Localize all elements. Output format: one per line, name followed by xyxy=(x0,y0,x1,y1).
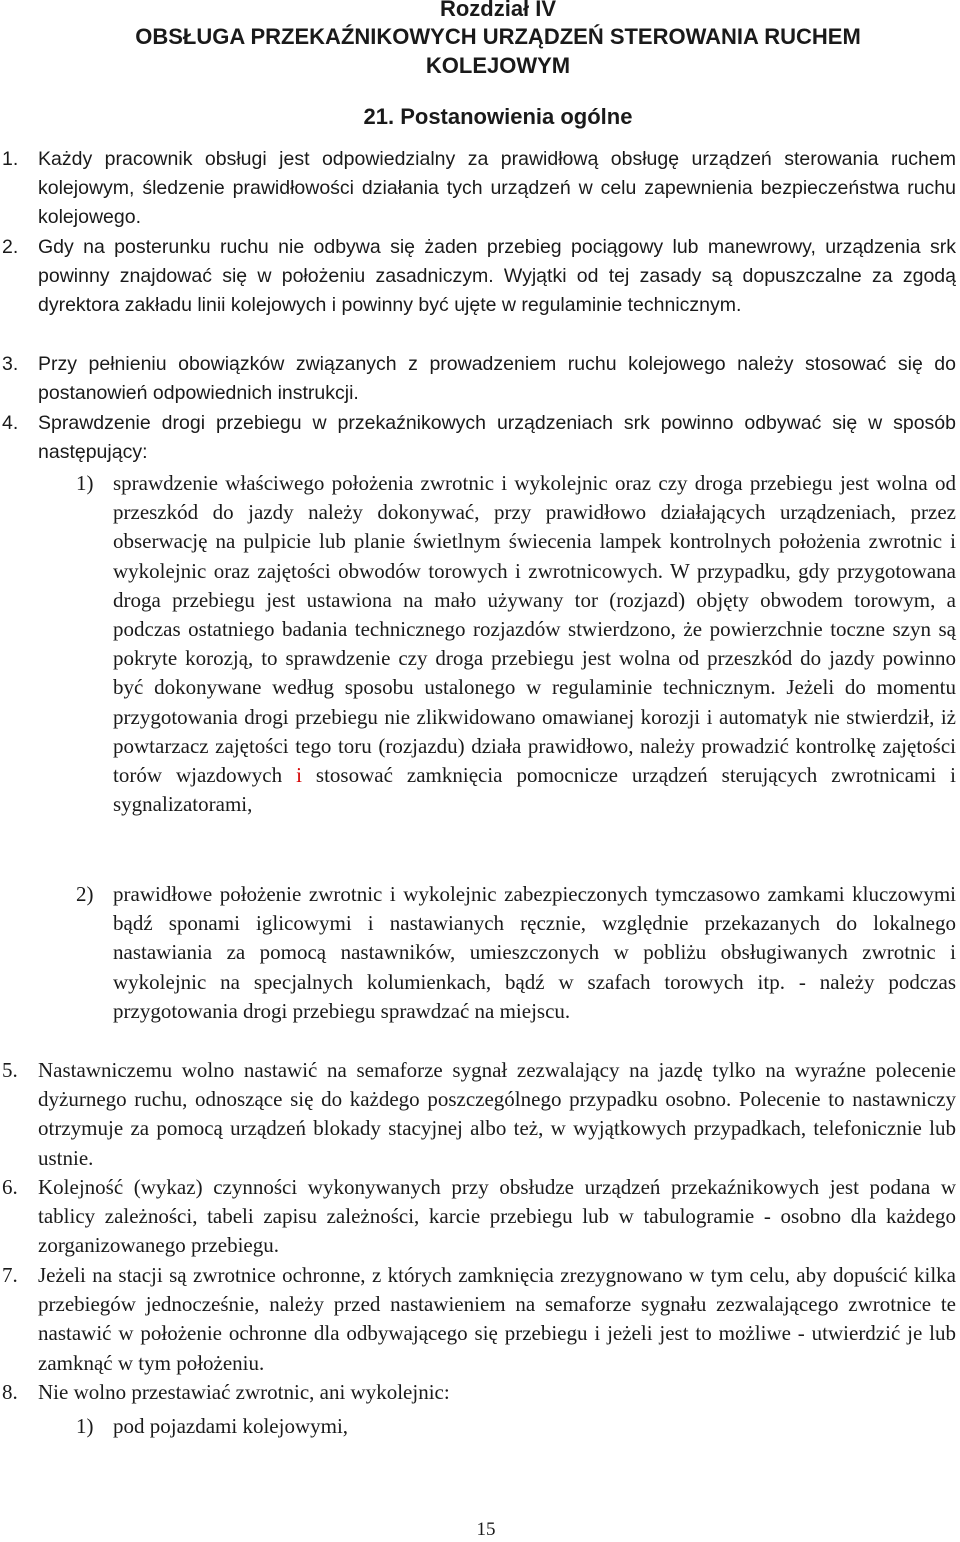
chapter-title-continued: KOLEJOWYM xyxy=(425,53,571,78)
paragraph-text: Gdy na posterunku ruchu nie odbywa się żaden przebieg pociągowy lub manewrowy, urządzenia srk powinny znajdować się w położeniu zasadniczym. Wyjątki od tej zasady są dopuszczalne za zgodą dyrektora zakładu linii kolejowych i powinny być ujęte w regulaminie technicznym. xyxy=(38,236,956,317)
highlighted-word: i xyxy=(296,763,302,788)
sub-item-text-part: stosować zamknięcia pomocnicze urządzeń sterujących zwrotnicami i sygnalizatorami, xyxy=(113,763,957,817)
paragraph-text: Sprawdzenie drogi przebiegu w przekaźnikowych urządzeniach srk powinno odbywać się w sposób następujący: xyxy=(38,412,956,464)
paragraph-number: 7. xyxy=(2,1263,18,1287)
paragraph-number: 6. xyxy=(2,1175,18,1199)
page-number: 15 xyxy=(476,1519,496,1540)
paragraph-text: Przy pełnieniu obowiązków związanych z prowadzeniem ruchu kolejowego należy stosować się do postanowień odpowiednich instrukcji. xyxy=(38,353,956,405)
paragraph-text: Nie wolno przestawiać zwrotnic, ani wykolejnic: xyxy=(38,1380,450,1404)
paragraph-number: 5. xyxy=(2,1058,18,1082)
sub-item-text xyxy=(113,469,956,819)
paragraph-text: Kolejność (wykaz) czynności wykonywanych przy obsłudze urządzeń przekaźnikowych jest podana w tablicy zależności, tabeli zapisu zależności, karcie przebiegu lub w tabulogramie - osobno dla każdego zorganizowanego przebiegu. xyxy=(38,1175,956,1258)
sub-item-text: pod pojazdami kolejowymi, xyxy=(113,1414,349,1438)
chapter-title: OBSŁUGA PRZEKAŹNIKOWYCH URZĄDZEŃ STEROWANIA RUCHEM xyxy=(135,24,861,49)
sub-item-text: prawidłowe położenie zwrotnic i wykolejnic zabezpieczonych tymczasowo zamkami kluczowymi bądź sponami iglicowymi i nastawianych ręcznie, względnie przekazanych do lokalnego nastawiania za pomocą nastawników, umieszczonych w pobliżu obsługiwanych zwrotnic i wykolejnic na specjalnych kolumienkach, bądź w szafach torowych itp. - należy podczas przygotowania drogi przebiegu sprawdzać na miejscu. xyxy=(113,882,956,1023)
paragraph-number: 1. xyxy=(2,148,19,170)
sub-item-number: 1) xyxy=(76,471,94,495)
paragraph-text: Każdy pracownik obsługi jest odpowiedzialny za prawidłową obsługę urządzeń sterowania ruchem kolejowym, śledzenie prawidłowości działania tych urządzeń w celu zapewnienia bezpieczeństwa ruchu kolejowego. xyxy=(38,148,956,229)
paragraph-text: Nastawniczemu wolno nastawić na semaforze sygnał zezwalający na jazdę tylko na wyraźne polecenie dyżurnego ruchu, odnoszące się do każdego poszczególnego przypadku osobno. Polecenie to nastawniczy otrzymuje za pomocą urządzeń blokady stacyjnej albo też, w wyjątkowych przypadkach, telefonicznie lub ustnie. xyxy=(38,1058,956,1170)
paragraph-number: 4. xyxy=(2,412,19,434)
chapter-heading: Rozdział IV xyxy=(439,0,557,21)
section-heading: 21. Postanowienia ogólne xyxy=(363,104,633,129)
paragraph-number: 8. xyxy=(2,1380,18,1404)
sub-item-number: 1) xyxy=(76,1414,94,1438)
sub-item-number: 2) xyxy=(76,882,94,906)
paragraph-text: Jeżeli na stacji są zwrotnice ochronne, z których zamknięcia zrezygnowano w tym celu, aby dopuścić kilka przebiegów jednocześnie, należy przed nastawieniem na semaforze sygnału zezwalającego zwrotnice te nastawić w położenie ochronne dla odbywającego się przebiegu i jeżeli jest to możliwe - utwierdzić je lub zamknąć w tym położeniu. xyxy=(38,1263,956,1375)
paragraph-number: 2. xyxy=(2,236,19,258)
sub-item-text-part: sprawdzenie właściwego położenia zwrotnic i wykolejnic oraz czy droga przebiegu jest wolna od przeszkód do jazdy należy dokonywać, przy prawidłowo działających urządzeniach, przez obserwację na pulpicie lub planie świetlnym świecenia lampek kontrolnych położenia zwrotnic i wykolejnic oraz zajętości obwodów torowych i zwrotnicowych. W przypadku, gdy przygotowana droga przebiegu jest ustawiona na mało używany tor (rozjazd) objęty obwodem torowym, a podczas ostatniego badania technicznego rozjazdów stwierdzono, że powierzchnie toczne szyn są pokryte korozją, to sprawdzenie czy droga przebiegu jest wolna od przeszkód do jazdy powinno być dokonywane według sposobu ustalonego w regulaminie technicznym. Jeżeli do momentu przygotowania drogi przebiegu nie zlikwidowano omawianej korozji i automatyk nie stwierdził, iż powtarzacz zajętości tego toru (rozjazdu) działa prawidłowo, należy prowadzić kontrolkę zajętości torów wjazdowych xyxy=(113,471,956,788)
paragraph-number: 3. xyxy=(2,353,19,375)
